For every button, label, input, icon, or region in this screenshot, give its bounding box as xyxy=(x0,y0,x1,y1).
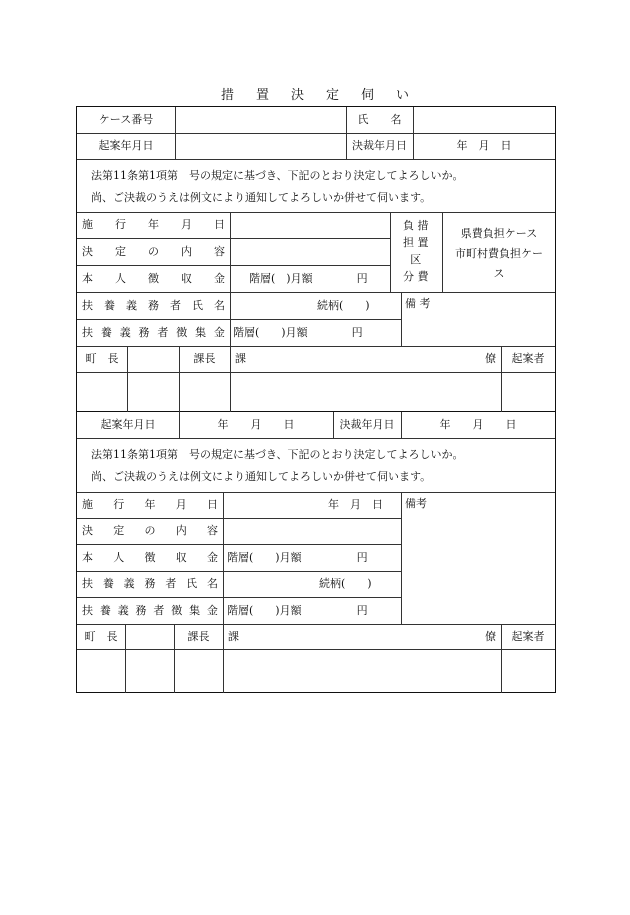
relationship-value[interactable]: 続柄( ) xyxy=(319,577,372,590)
section-label: 課 xyxy=(235,352,246,365)
name-field[interactable] xyxy=(414,108,554,132)
draft-date-label: 起案年月日 xyxy=(98,139,154,152)
mayor-label: 町 長 xyxy=(85,352,119,365)
drafter-seal-box[interactable] xyxy=(502,373,554,411)
legal-basis-text: 法第11条第1項第 号の規定に基づき、下記のとおり決定してよろしいか。 xyxy=(91,448,464,461)
section-chief-seal-box[interactable] xyxy=(175,650,222,691)
decision-content-field[interactable] xyxy=(231,239,389,264)
personal-collection-value[interactable]: 階層( )月額 円 xyxy=(227,551,368,564)
supporter-name-label: 扶 養 義 務 者 氏 名 xyxy=(82,299,225,312)
remarks-label: 備 考 xyxy=(405,297,431,310)
decision-date-value[interactable]: 年 月 日 xyxy=(456,139,512,152)
supporter-collection-value[interactable]: 階層( )月額 円 xyxy=(227,604,368,617)
enforcement-date-label: 施 行 年 月 日 xyxy=(82,498,218,511)
staff-label: 僚 xyxy=(485,352,496,365)
name-label: 氏 名 xyxy=(357,113,402,126)
decision-form-lower xyxy=(76,412,556,693)
case-number-field[interactable] xyxy=(176,108,345,132)
drafter-label: 起案者 xyxy=(511,630,545,643)
relationship-value[interactable]: 続柄( ) xyxy=(317,299,370,312)
enforcement-date-value[interactable]: 年 月 日 xyxy=(328,498,383,511)
remarks-label: 備考 xyxy=(405,497,427,510)
decision-date-value[interactable]: 年 月 日 xyxy=(439,418,517,431)
section-chief-label: 課長 xyxy=(187,630,210,643)
supporter-collection-label: 扶 養 義 務 者 徴 集 金 xyxy=(82,604,218,617)
section-chief-label: 課長 xyxy=(193,352,216,365)
cost-burden-label: 負 措 担 置 区 分 費 xyxy=(403,219,433,283)
drafter-seal-box[interactable] xyxy=(502,650,554,691)
section-label: 課 xyxy=(228,630,239,643)
decision-date-label: 決裁年月日 xyxy=(352,139,407,152)
section-chief-seal-box[interactable] xyxy=(180,373,229,411)
decision-content-label: 決 定 の 内 容 xyxy=(82,245,225,258)
draft-date-label: 起案年月日 xyxy=(100,418,156,431)
staff-label: 僚 xyxy=(485,630,496,643)
personal-collection-label: 本 人 徴 収 金 xyxy=(82,551,218,564)
personal-collection-label: 本 人 徴 収 金 xyxy=(82,272,225,285)
burden-option-prefectural[interactable]: 県費負担ケース xyxy=(460,227,538,240)
supporter-name-label: 扶 養 義 務 者 氏 名 xyxy=(82,577,218,590)
page-title: 措置決定伺い xyxy=(220,88,431,103)
enforcement-date-field[interactable] xyxy=(231,213,389,237)
mayor-seal-box[interactable] xyxy=(78,373,126,411)
enforcement-date-label: 施 行 年 月 日 xyxy=(82,218,225,231)
mayor-label: 町 長 xyxy=(84,630,118,643)
notification-text: 尚、ご決裁のうえは例文により通知してよろしいか併せて伺います。 xyxy=(91,191,432,204)
draft-date-value[interactable]: 年 月 日 xyxy=(217,418,295,431)
decision-content-field[interactable] xyxy=(224,519,400,543)
decision-date-label: 決裁年月日 xyxy=(339,418,395,431)
draft-date-field[interactable] xyxy=(176,134,345,158)
mayor-seal-box[interactable] xyxy=(78,650,124,691)
personal-collection-value[interactable]: 階層( )月額 円 xyxy=(249,272,368,285)
burden-option-municipal-end: ス xyxy=(493,267,505,280)
case-number-label: ケース番号 xyxy=(98,113,154,126)
supporter-collection-value[interactable]: 階層( )月額 円 xyxy=(233,326,363,339)
drafter-label: 起案者 xyxy=(511,352,545,365)
supporter-collection-label: 扶 養 義 務 者 徴 集 金 xyxy=(82,326,225,339)
notification-text: 尚、ご決裁のうえは例文により通知してよろしいか併せて伺います。 xyxy=(91,470,432,483)
burden-option-municipal[interactable]: 市町村費負担ケー xyxy=(455,247,543,260)
decision-form-upper xyxy=(76,106,556,412)
legal-basis-text: 法第11条第1項第 号の規定に基づき、下記のとおり決定してよろしいか。 xyxy=(91,169,464,182)
decision-content-label: 決 定 の 内 容 xyxy=(82,524,218,537)
